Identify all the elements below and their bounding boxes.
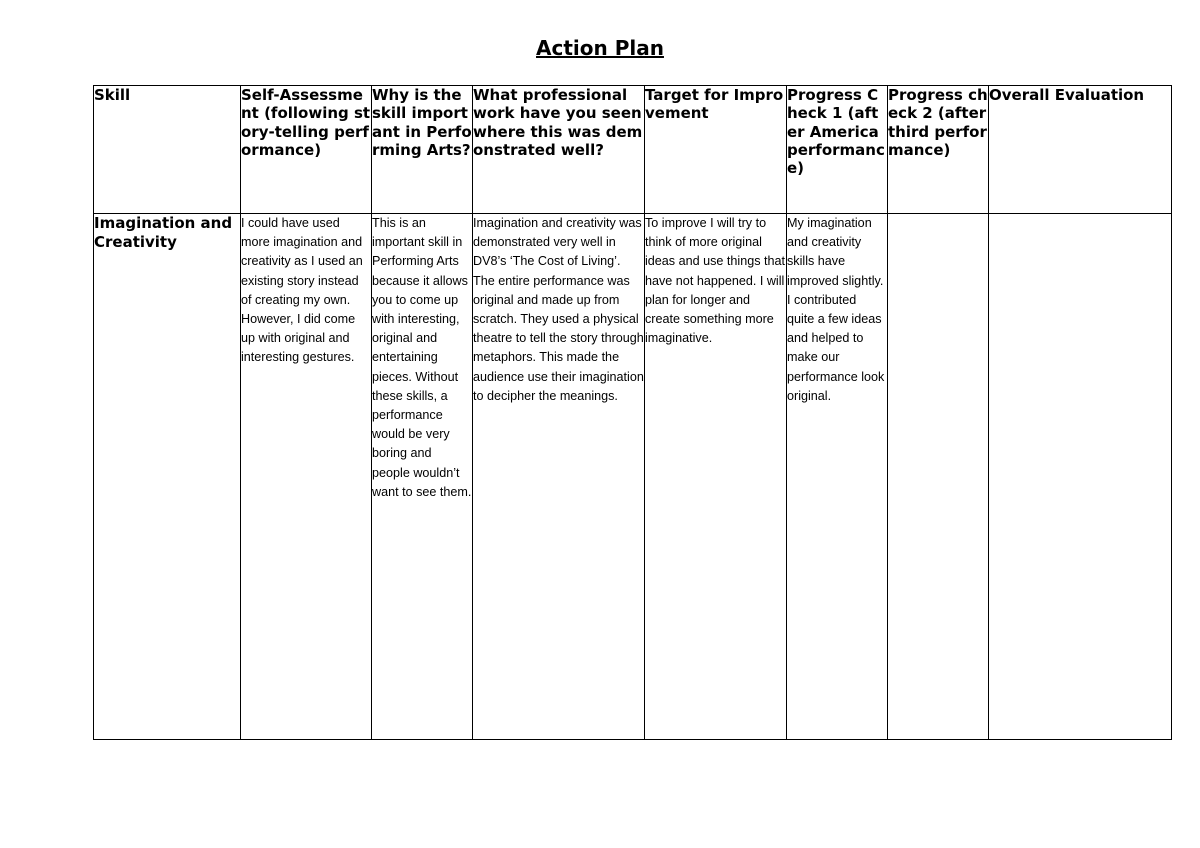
- action-plan-table: [93, 85, 1172, 740]
- header-overall-evaluation: Overall Evaluation: [989, 86, 1172, 214]
- header-row: [94, 86, 1172, 214]
- cell-progress-check-2: [888, 214, 989, 740]
- header-progress-check-1: Progress Check 1 (after America performance): [787, 86, 888, 214]
- cell-progress-check-1: My imagination and creativity skills have improved slightly. I contributed quite a few ideas and helped to make our performance look original.: [787, 214, 888, 740]
- header-progress-check-2: Progress check 2 (after third performance): [888, 86, 989, 214]
- header-self-assessment: Self-Assessment (following story-telling performance): [241, 86, 372, 214]
- cell-skill: Imagination and Creativity: [94, 214, 241, 740]
- table-row: [94, 214, 1172, 740]
- header-skill: Skill: [94, 86, 241, 214]
- cell-target: To improve I will try to think of more original ideas and use things that have not happened. I will plan for longer and create something more imaginative.: [645, 214, 787, 740]
- cell-professional-work: Imagination and creativity was demonstrated very well in DV8’s ‘The Cost of Living’. The entire performance was original and made up from scratch. They used a physical theatre to tell the story through metaphors. This made the audience use their imagination to decipher the meanings.: [473, 214, 645, 740]
- cell-overall-evaluation: [989, 214, 1172, 740]
- cell-self-assessment: I could have used more imagination and creativity as I used an existing story instead of creating my own. However, I did come up with original and interesting gestures.: [241, 214, 372, 740]
- header-professional-work: What professional work have you seen where this was demonstrated well?: [473, 86, 645, 214]
- cell-importance: This is an important skill in Performing Arts because it allows you to come up with interesting, original and entertaining pieces. Without these skills, a performance would be very boring and people wouldn’t want to see them.: [372, 214, 473, 740]
- header-importance: Why is the skill important in Performing Arts?: [372, 86, 473, 214]
- page-title: Action Plan: [536, 36, 664, 60]
- header-target: Target for Improvement: [645, 86, 787, 214]
